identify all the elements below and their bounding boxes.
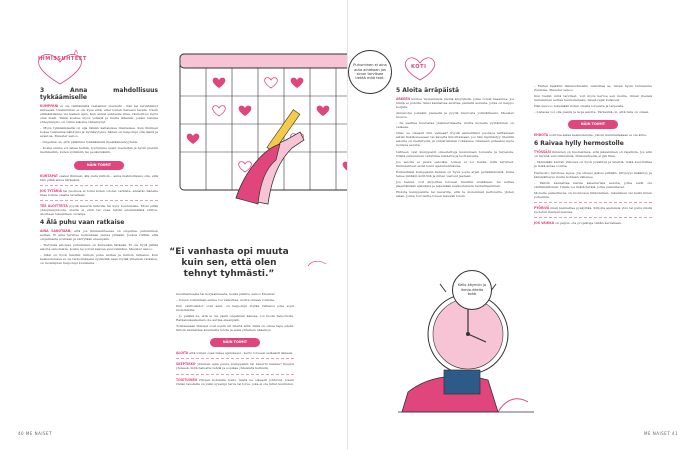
divider xyxy=(534,217,652,218)
doodle-heart xyxy=(306,258,328,272)
tip-text: osaksi Ihmisen, älä oleta milloin – anna mahdollisuus olla, että hän pitää sinua tärkeänä. xyxy=(40,173,158,182)
paragraph: – Toisen toimintaan emme voi vaikuttaa, mutta omaan voimme. xyxy=(176,298,276,303)
paragraph: – Jo pelkkä se, että ei ole yksin ongelman kanssa, voi tuoda helpotusta. Ratkaisukeskeinen ote auttaa eteenpäin. xyxy=(176,314,294,323)
tip-text: pyydä kaveria kahville tai kysy kuulumisia. Moni pitää yhteydenpidosta, mutta ei ehdi tai osaa tehdä ensimmäistä siirtoa. Aloitteen tekeminen on lahja. xyxy=(40,203,158,216)
divider xyxy=(534,202,652,203)
tip-text: riitojen kohdalla mieti, mistä ne oikeasti johtuvat. Usein riidan taustalla on jokin syvempi tarve tai toive, joka ei ole tullut kuulluksi. xyxy=(176,377,295,386)
paragraph xyxy=(396,97,514,109)
paragraph-text: ihmisten on huomattava, että jaksaminen on rajallista. Jos arki on täynnä velvollisuuksia, ihmissuhteille ei jää tilaa. xyxy=(534,150,652,159)
heading-6: 6 Raivaa hylly hermostolle xyxy=(534,140,624,148)
tip-lead: JOS VAIKKA xyxy=(534,220,555,225)
tip-lead: EHDOTA xyxy=(534,133,549,138)
paragraph: Toimiessaan ihmiset ovat usein eri mieltä siitä, mikä on oikea tapa edetä. Silloin kannattaa kuunnella toista ja etsiä yhteinen näkemys. xyxy=(176,324,294,333)
tips-badge: NÄIN TOIMIT xyxy=(210,338,260,347)
paragraph: – Vähintään kerran viikossa on hyvä pysähtyä ja miettiä, mikä kuormittaa ja mikä antaa voimia. xyxy=(534,160,652,169)
lead-word: AINA SANOTAAN, xyxy=(40,228,72,233)
paragraph: Jos asioita ei pueta sanoiksi, toinen ei voi tietää, mitä tarvitset. Ihmissuhteet eivät toimi ajatustenlukuna. xyxy=(396,159,514,168)
tip xyxy=(40,204,158,216)
paragraph: – Se saattaa kuulostaa yksinkertaiselta, mutta monelle pyytäminen on vaikeaa. xyxy=(396,121,514,130)
paragraph: Kun tiedät, mitä tarvitset, voit myös kertoa sen muille. Oman itsensä tunteminen auttaa tunnistamaan, missä rajat kulkevat. xyxy=(534,94,652,103)
paragraph: – Ongelma on, että pidämme tykkäämistä itsestäänselvyytenä. xyxy=(40,140,138,145)
paragraph xyxy=(534,150,652,158)
divider xyxy=(40,200,158,201)
tip-text: yhteisen ajan puute kumppanin tai kaverin kanssa? Kysyisi yhdessä, mitä haluatte tehdä ja sopikaa yhteisistä hetkistä. xyxy=(176,362,294,371)
tip-lead: SKEPTIKKO xyxy=(176,362,196,367)
tip xyxy=(176,362,294,370)
tip-lead: KUNTAPAT xyxy=(40,173,58,178)
paragraph: Monelle palauttavaa on luonnossa liikkuminen, lukeminen tai hetki ilman puhelinta. xyxy=(534,190,652,199)
tips-badge: NÄIN TOIMIT xyxy=(74,161,124,170)
paragraph-text: ei ole välttämättä vastannut viesteihi - hän tai seivähtänyt kiireessä. Useimmiten ei ole kyse siitä, ettei toinen haluaisi tavata. Usein elämäntilanne vie kaiken ajan. Kun annat suhteelle tilaa, rauhoittuu myös oma mieli. Tämä koskee myös ystäviä ja muita läheisiä, joiden kanssa yhteydenpito on viime aikoina vähentynyt. xyxy=(40,104,158,125)
paragraph: – Koska emme voi jakaa hetkiä, tyydymme usein viesteihin ja hyvin pieniin merkkeihin, kuten sydämiin tai peukutuksiin. xyxy=(40,146,158,155)
tip-text: että toinen osaa lukea ajatuksesi - kerro toiveesi selkeästi ääneen. xyxy=(189,351,294,356)
tip-text: on paljon, ota projekteja vähän kerrallaan. xyxy=(555,220,622,225)
right-page xyxy=(348,0,696,450)
tip xyxy=(534,133,652,137)
lead-word: ARKEEN xyxy=(396,97,410,101)
paragraph: – Tällöin kannattaa karsia kalenterista asioita, jotka eivät ole välttämättömiä. Tilalle voi lisätä hetkiä, jotka palauttavat. xyxy=(534,180,652,189)
right-column-2 xyxy=(534,84,652,227)
left-column-1 xyxy=(40,84,158,267)
paragraph: muuttamisesta tai korjaamisesta, koska päätös, sanoo Meuster. xyxy=(176,292,276,296)
lead-word: KUMPPANI xyxy=(40,104,59,108)
divider xyxy=(176,358,294,359)
speech-bubble-top: Puhuminen ei aina auta ainakaan jos sinun tarvitsee tietää mitä teet. xyxy=(348,50,392,94)
paragraph: Hän neuvoo tekemään listan omista toiveista ja tarpeista. xyxy=(534,104,625,109)
paragraph: Annanotja jostakin pienestä ja pyydä muutosta ystävällisesti, Meuster neuvoo. xyxy=(396,111,514,120)
tip-text: tai puolisoa ei toimi kuten odotat, tarkista, annatko hänelle tilaa toimia omalla tavallaan. xyxy=(40,188,159,197)
paragraph: – Myös tykkäämisellä on sija tämän kaltaisissa tilanteissa. Kun ihminen kokee tulevansa nähdyksi ja hyväksytyksi, hänen on helpompi olla läsnä ja avautua, Meuster sanoo. xyxy=(40,126,158,139)
folio-left: 40 ME NAISET xyxy=(18,431,53,436)
paragraph: Lähteen ovat kumppanit oikeutettuja kuulumaan toiveista ja tarpeista. Niistä puhuminen vahvistaa suhdetta ja luottamusta. xyxy=(396,149,514,158)
tip xyxy=(176,378,294,386)
paragraph: Ehdota kumppanille tai kaverille, että te molemmat kertoisitte yhden asian, jonka toivoisitte toisen tekevän toisin. xyxy=(396,189,514,198)
tip-text: mieli kannattaa pysäyttää. Kirjoita ajatuksia ylös tai puhu niistä luotetun ihmisen kanssa. xyxy=(534,205,653,214)
paragraph: – Siksi on hyvä miettiä, milloin puhe auttaa ja milloin ratkaisu. Kun keskustelussa ei ole tarkoituksena syyllistää vaan löytää yhteinen ratkaisu, on molempien helpompi kuunnella. xyxy=(40,253,158,266)
tips-badge: NÄIN TOIMIT xyxy=(568,120,618,129)
left-column-2 xyxy=(176,292,294,388)
paragraph: – Eniten kaikkiin ihmissuhteisiin vaikuttaa se, miten hyvin tunnemme itsemme, Meuster sanoo. xyxy=(534,84,652,93)
paragraph: – Listassa voi olla pieniä ja isoja asioita. Tärkeintä on, että lista on omasi. xyxy=(534,110,650,115)
paragraph: Jos haluat, voit kirjoittaa toiveesi muistiin etukäteen. Se auttaa jäsentämään ajatuksia ja tekemään keskustelusta rauhallisemman. xyxy=(396,179,514,188)
paragraph-text: kuuluu monenlaisia pieniä ärsytyksiä, jotka voivat kasautua, jos niistä ei puhuta. Siksi kannattaa aloittaa pienistä asioista, jotka on helppo korjata. xyxy=(396,97,515,110)
tip-lead: TOISTUVIEN xyxy=(176,377,197,382)
tip-text: sovittua aikaa keskustelulle, jolloin kummallakaan ei ole kiire. xyxy=(549,133,647,138)
heading-5: 5 Aloita ärräpäistä xyxy=(396,87,460,94)
tip xyxy=(40,189,158,197)
section-label: KOTI xyxy=(411,64,427,70)
speech-bubble-bottom: Kello käymiin ja ihmisuhteita kohti xyxy=(452,270,492,310)
tip-lead: PYÖRIVÄ xyxy=(534,205,550,210)
section-label: IHMISSUHTEET xyxy=(38,56,87,62)
paragraph-text: että jos ihmissuhteessa on ongelma, puhuminen auttaa. Ei aina tarvitse kuitenkaan puhua pitkään. Joskus riittää, että ongelmasta sovitaan ja siirrytään eteenpäin. xyxy=(40,228,158,241)
divider xyxy=(176,374,294,375)
heading-3: 3 Anna mahdollisuus tykkäämiselle xyxy=(40,87,158,101)
tip xyxy=(176,351,294,355)
divider xyxy=(40,185,158,186)
folio-right: ME NAISET 41 xyxy=(643,431,678,436)
paragraph xyxy=(40,104,158,124)
tip-lead: JOS TYTÄRIÄ xyxy=(40,188,62,193)
tip-lead: ALOITA xyxy=(176,351,189,356)
paragraph: Esimerkiksi kumppanin kanssa on hyvä sopia arjen pelisäännöistä. Kuka tekee mitäkin kotitöitä ja miten vastuut jaetaan. xyxy=(396,169,514,178)
paragraph: Onko se oikeasti niin vaikeaa? Pyydä esimerkiksi puolisoa laittamaan astiat tiskikoneeseen tai kaveria ilmoittamaan, jos hän myöhästyy. Pienillä asioilla on merkitystä, ja onnistuminen rohkaisee ottamaan puheeksi myös isompia asioita. xyxy=(396,131,514,148)
section-heart-emblem xyxy=(30,48,90,88)
tip-lead: TEE ALOITTEITA xyxy=(40,203,68,208)
paragraph: Kun vaihtoehdot ovat auki, on helpompi löytää ratkaisu joka sopii molemmille. xyxy=(176,304,294,313)
paragraph: – Tietyissä asioissa puhuminen on kuitenkin tärkeää. Ei ole hyvä jättää asioita sanomatta, koska ne voivat kasvaa suuremmiksi, Meuster sanoo. xyxy=(40,242,158,252)
pull-quote: “Ei vanhasta opi muuta kuin sen, että olen tehnyt tyhmästi.” xyxy=(169,247,289,279)
tip xyxy=(534,206,652,214)
tip xyxy=(40,174,158,182)
lead-word: TYÖSSÄSI xyxy=(534,150,551,155)
tip xyxy=(534,221,652,225)
paragraph xyxy=(40,229,158,241)
calendar-illustration xyxy=(176,48,366,208)
right-column-1 xyxy=(396,84,514,200)
paragraph: Hermosto tarvitsee lepoa. Jos stressi jatkuu pitkään, ärtyisyys lisääntyy ja kärsivällisyys muita kohtaan vähenee. xyxy=(534,170,652,179)
heading-4: 4 Älä puhu vaan ratkaise xyxy=(40,218,125,226)
